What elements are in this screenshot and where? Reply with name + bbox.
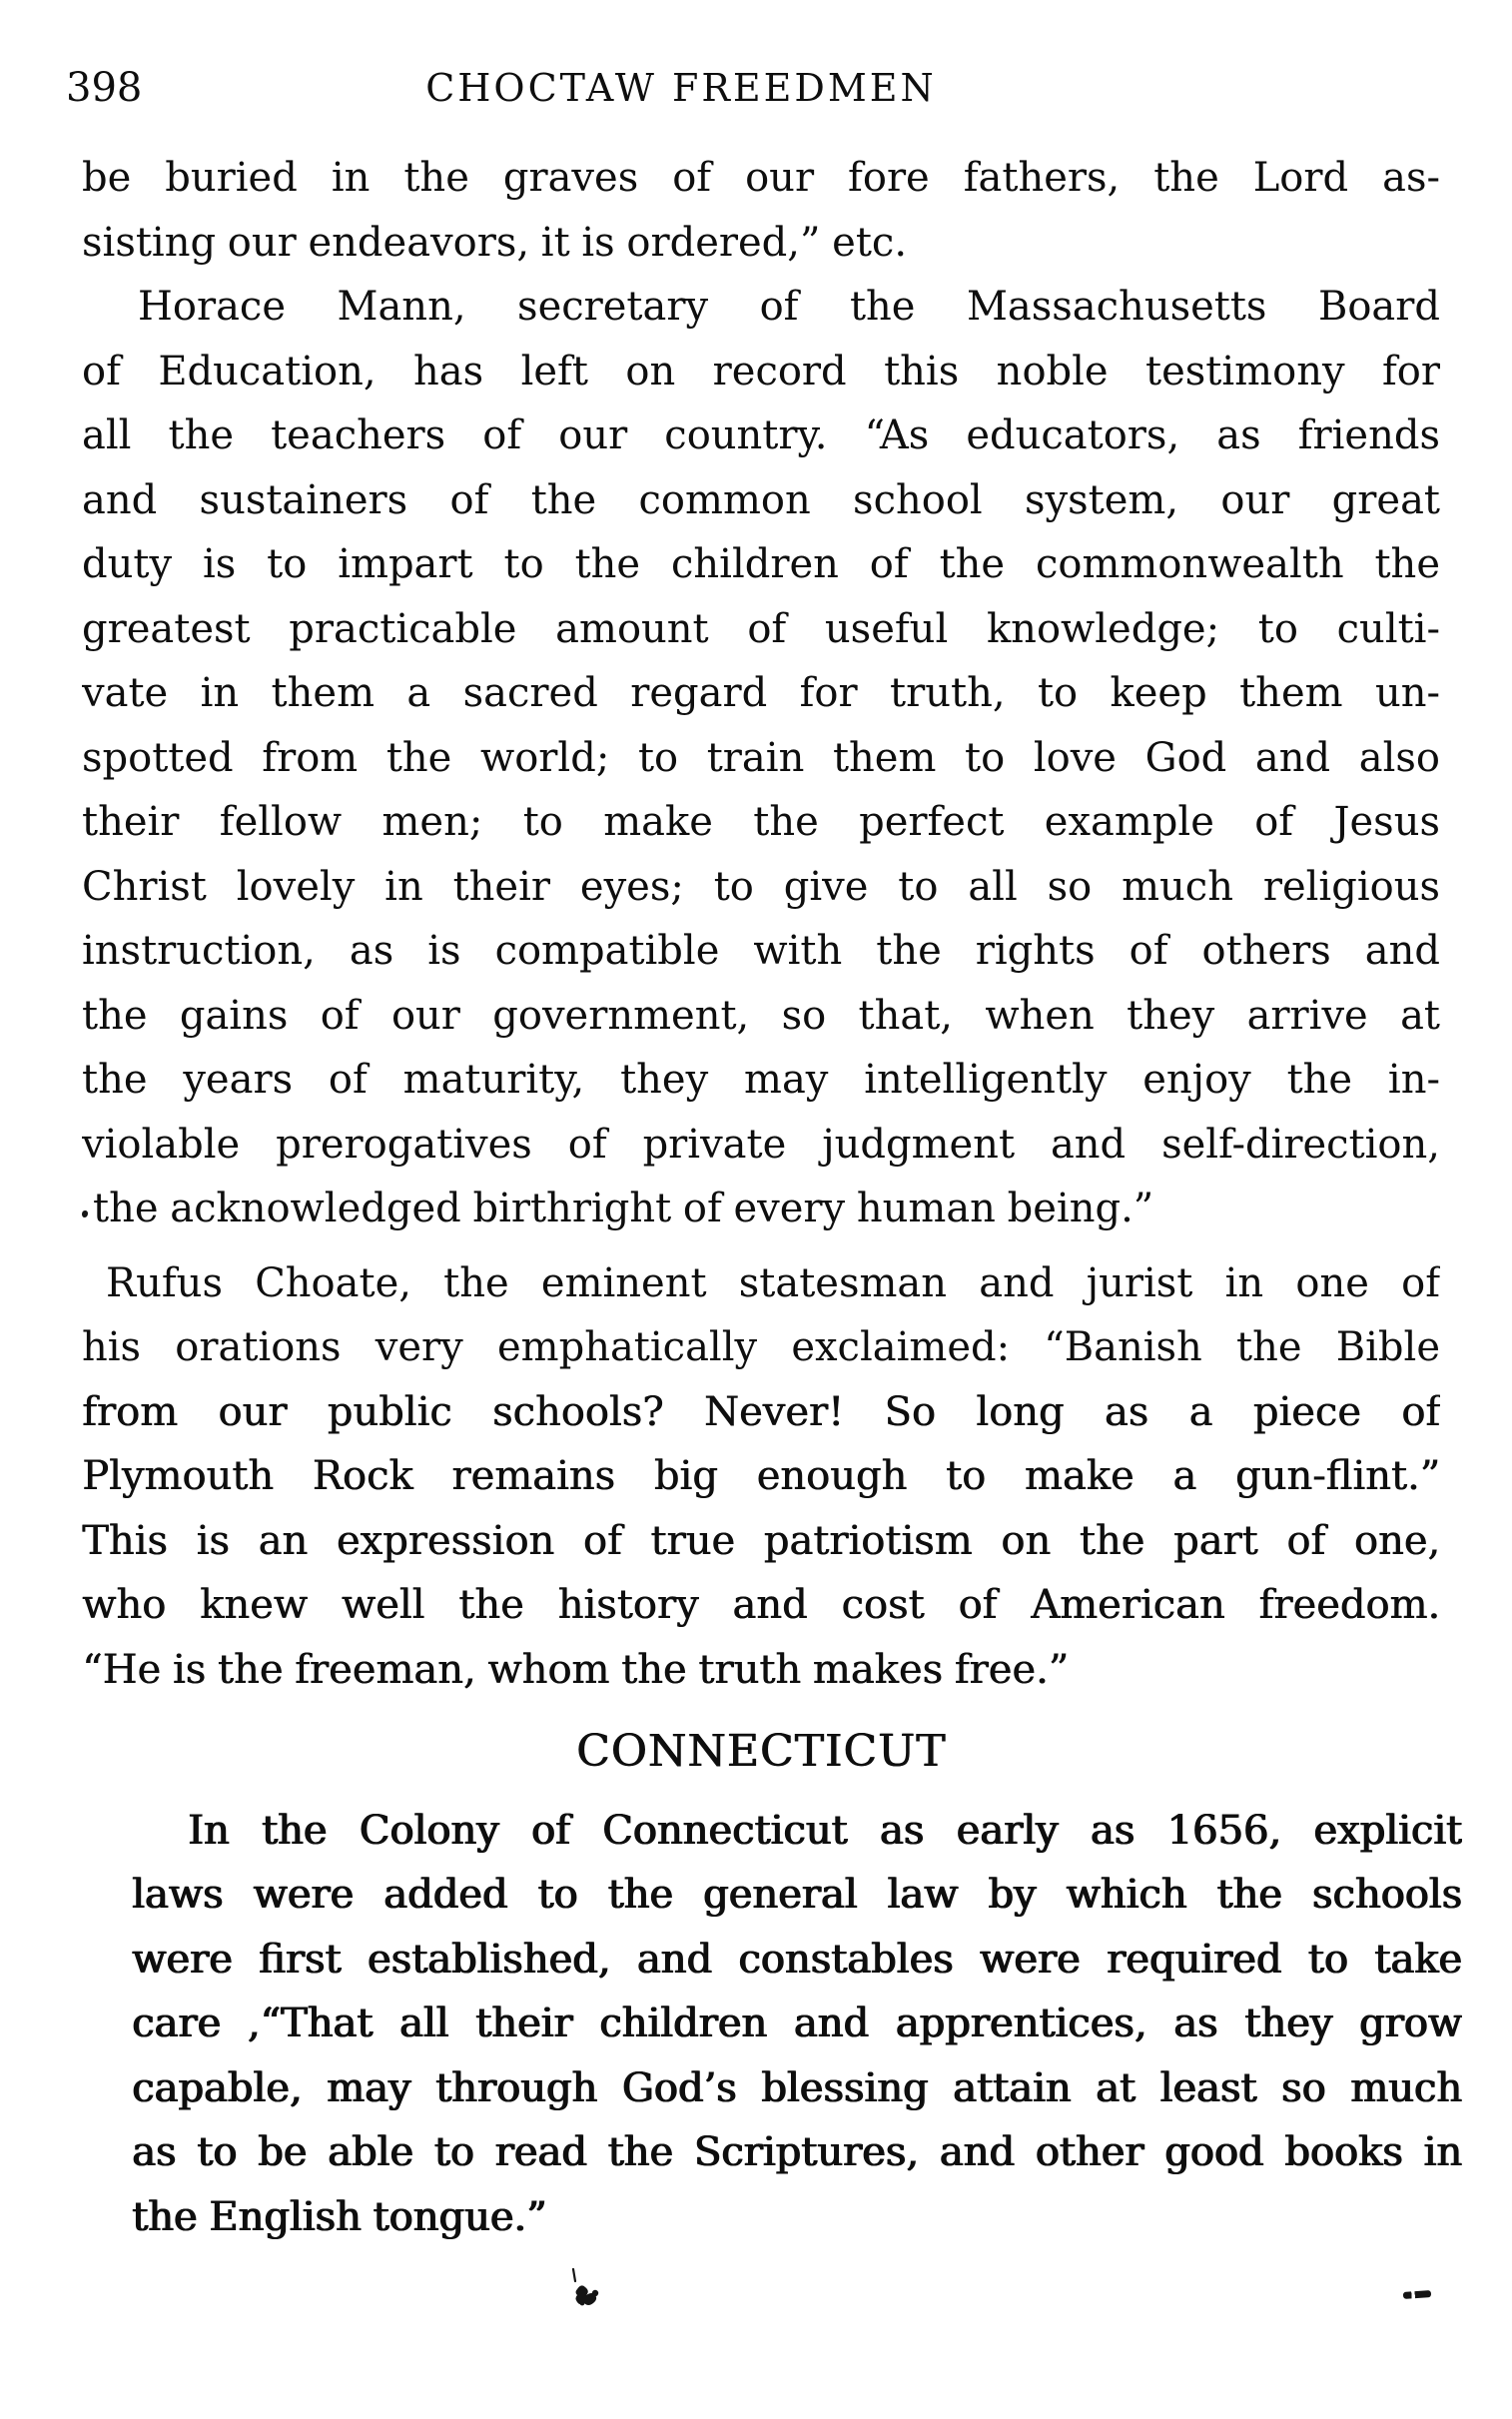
text-line: spotted from the world; to train them to love God and also	[82, 734, 1440, 781]
text-line: were first established, and constables were required to take	[132, 1936, 1462, 1983]
text-line: of Education, has left on record this noble testimony for	[82, 348, 1440, 395]
text-line: care ,“That all their children and apprentices, as they grow	[132, 2001, 1462, 2046]
running-header-title: CHOCTAW FREEDMEN	[425, 66, 937, 110]
text-column	[82, 146, 1462, 2249]
text-line: as to be able to read the Scriptures, and other good books in	[132, 2129, 1462, 2175]
text-line: greatest practicable amount of useful knowledge; to culti-	[82, 605, 1440, 652]
text-line: their fellow men; to make the perfect example of Jesus	[82, 799, 1440, 845]
text-line: the English tongue.”	[132, 2193, 547, 2240]
text-line: be buried in the graves of our fore fathers, the Lord as-	[82, 155, 1440, 201]
text-line: instruction, as is compatible with the rights of others and	[82, 928, 1440, 974]
text-line: all the teachers of our country. “As educators, as friends	[82, 412, 1440, 458]
paragraph	[132, 1799, 1462, 2250]
text-line: the gains of our government, so that, when they arrive at	[82, 992, 1440, 1039]
text-line: violable prerogatives of private judgment and self-direction,	[82, 1121, 1440, 1168]
paragraph	[82, 275, 1440, 1241]
text-line: the years of maturity, they may intelligently enjoy the in-	[82, 1057, 1440, 1103]
text-line: vate in them a sacred regard for truth, to keep them un-	[82, 670, 1440, 716]
text-line: sisting our endeavors, it is ordered,” etc.	[82, 219, 908, 266]
text-line: “He is the freeman, whom the truth makes free.”	[82, 1646, 1070, 1693]
page-number: 398	[66, 65, 143, 111]
paragraph	[82, 146, 1440, 275]
text-line: who knew well the history and cost of American freedom.	[82, 1582, 1440, 1628]
text-line: Rufus Choate, the eminent statesman and jurist in one of	[106, 1259, 1440, 1306]
text-line: duty is to impart to the children of the commonwealth the	[82, 541, 1440, 587]
text-line: Horace Mann, secretary of the Massachusetts Board	[138, 284, 1440, 330]
text-line: from our public schools? Never! So long as a piece of	[82, 1388, 1440, 1435]
text-line: In the Colony of Connecticut as early as 1656, explicit	[188, 1807, 1462, 1854]
text-line: and sustainers of the common school system, our great	[82, 476, 1440, 523]
text-line: Christ lovely in their eyes; to give to all so much religious	[82, 863, 1440, 910]
ink-dash-mark	[1403, 2290, 1431, 2299]
text-line: the acknowledged birthright of every human being.”	[82, 1177, 1440, 1241]
paragraph	[82, 1251, 1440, 1703]
text-line: This is an expression of true patriotism on the part of one,	[82, 1517, 1440, 1564]
text-line: capable, may through God’s blessing attain at least so much	[132, 2064, 1462, 2111]
text-line: his orations very emphatically exclaimed: “Banish the Bible	[82, 1324, 1440, 1370]
text-line: laws were added to the general law by which the schools	[132, 1872, 1462, 1918]
section-heading: CONNECTICUT	[575, 1726, 947, 1777]
text-line: Plymouth Rock remains big enough to make a gun-flint.”	[82, 1453, 1440, 1499]
ink-smudge-mark	[561, 2265, 613, 2317]
running-head	[0, 62, 1512, 114]
